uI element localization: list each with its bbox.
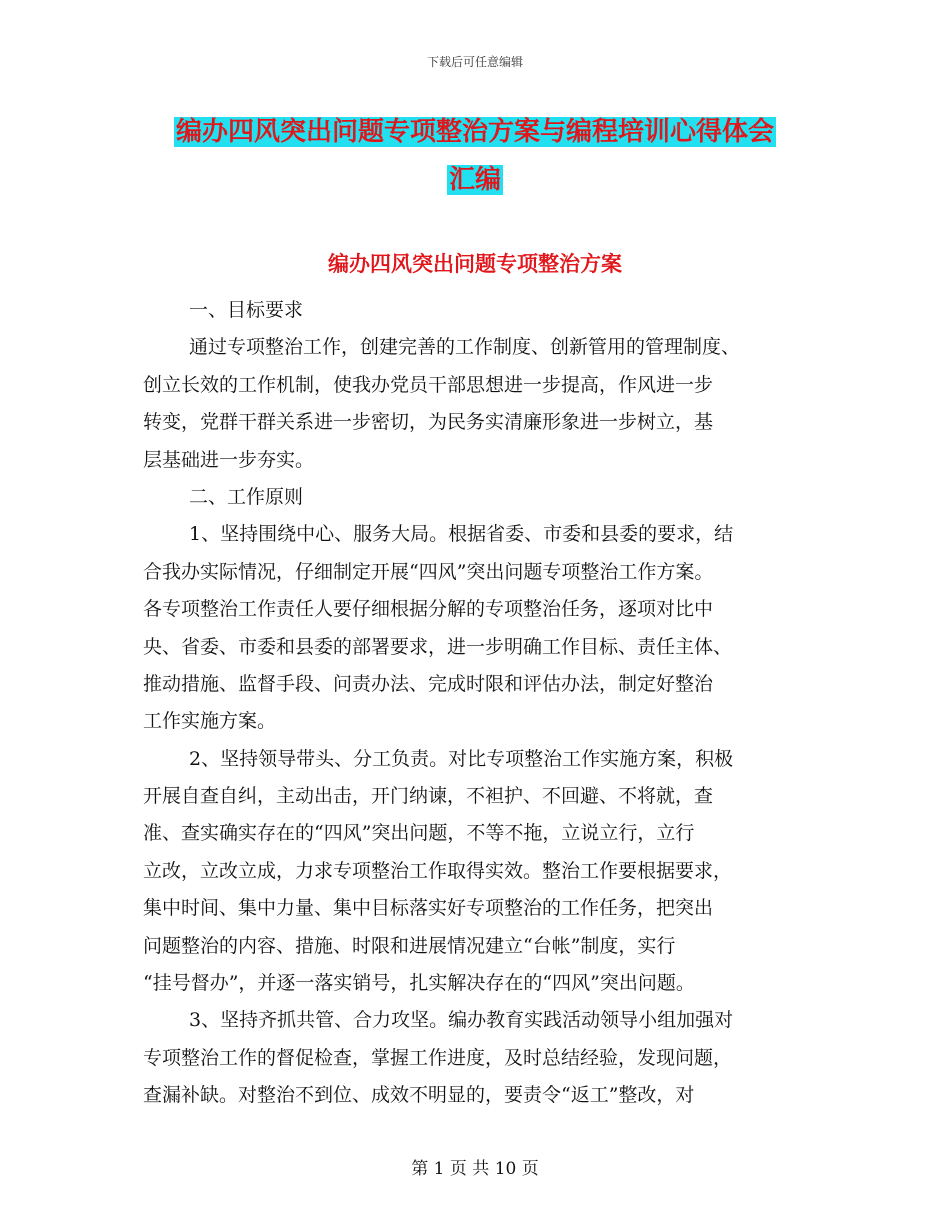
paragraph-line: “挂号督办”，并逐一落实销号，扎实解决存在的“四风”突出问题。 bbox=[143, 972, 695, 995]
paragraph-line: 3、坚持齐抓共管、合力攻坚。编办教育实践活动领导小组加强对 bbox=[189, 1009, 734, 1032]
paragraph-line: 查漏补缺。对整治不到位、成效不明显的，要责令“返工”整改，对 bbox=[143, 1084, 695, 1107]
heading-work-principles: 二、工作原则 bbox=[189, 485, 304, 508]
paragraph-line: 转变，党群干群关系进一步密切，为民务实清廉形象进一步树立，基 bbox=[143, 411, 714, 434]
page-footer: 第 1 页 共 10 页 bbox=[411, 1159, 539, 1179]
paragraph-line: 创立长效的工作机制，使我办党员干部思想进一步提高，作风进一步 bbox=[143, 373, 714, 396]
document-title-line-2: 汇编 bbox=[448, 165, 501, 195]
paragraph-line: 推动措施、监督手段、问责办法、完成时限和评估办法，制定好整治 bbox=[143, 672, 714, 695]
heading-target-requirements: 一、目标要求 bbox=[189, 299, 304, 321]
paragraph-line: 1、坚持围绕中心、服务大局。根据省委、市委和县委的要求，结 bbox=[189, 523, 734, 546]
paragraph-line: 集中时间、集中力量、集中目标落实好专项整治的工作任务，把突出 bbox=[143, 897, 714, 920]
paragraph-line: 各专项整治工作责任人要仔细根据分解的专项整治任务，逐项对比中 bbox=[143, 598, 714, 621]
document-title bbox=[150, 108, 800, 204]
header-note: 下载后可任意编辑 bbox=[426, 55, 523, 69]
document-body bbox=[143, 292, 807, 1115]
paragraph-line: 问题整治的内容、措施、时限和进展情况建立“台帐”制度，实行 bbox=[143, 934, 676, 957]
paragraph-line: 开展自查自纠，主动出击，开门纳谏，不袒护、不回避、不将就，查 bbox=[143, 785, 714, 808]
paragraph-line: 工作实施方案。 bbox=[143, 710, 277, 733]
paragraph-line: 合我办实际情况，仔细制定开展“四风”突出问题专项整治工作方案。 bbox=[143, 560, 714, 583]
paragraph-line: 央、省委、市委和县委的部署要求，进一步明确工作目标、责任主体、 bbox=[143, 635, 733, 658]
paragraph-line: 通过专项整治工作，创建完善的工作制度、创新管用的管理制度、 bbox=[189, 336, 741, 359]
document-title-line-1: 编办四风突出问题专项整治方案与编程培训心得体会 bbox=[175, 117, 774, 147]
paragraph-line: 层基础进一步夯实。 bbox=[143, 448, 315, 471]
paragraph-line: 准、查实确实存在的“四风”突出问题，不等不拖，立说立行，立行 bbox=[143, 822, 695, 845]
paragraph-line: 专项整治工作的督促检查，掌握工作进度，及时总结经验，发现问题， bbox=[143, 1046, 733, 1069]
section-title: 编办四风突出问题专项整治方案 bbox=[328, 251, 622, 276]
paragraph-line: 立改，立改立成，力求专项整治工作取得实效。整治工作要根据要求， bbox=[143, 859, 733, 882]
paragraph-line: 2、坚持领导带头、分工负责。对比专项整治工作实施方案，积极 bbox=[189, 747, 734, 770]
